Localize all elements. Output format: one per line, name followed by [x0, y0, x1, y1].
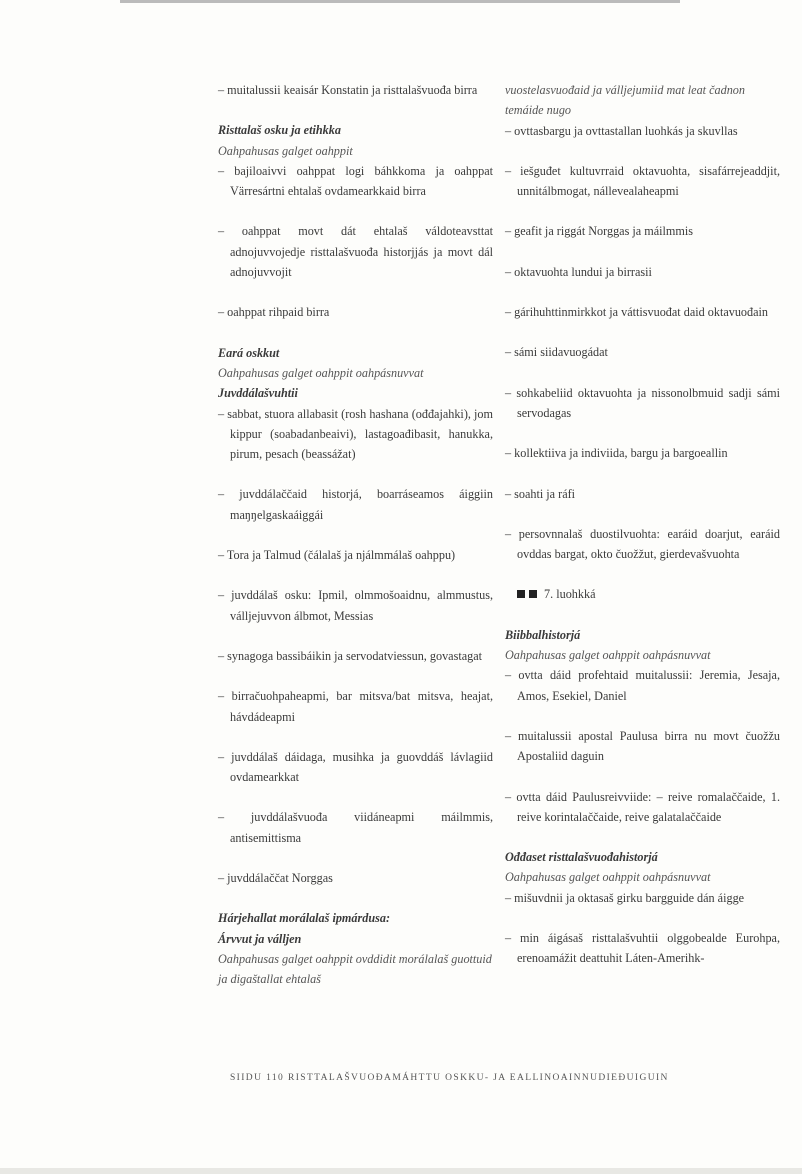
- list-item: – juvddálaččaid historjá, boarráseamos áiggiin maŋŋelgaskaáiggái: [218, 484, 493, 525]
- chapter-heading: [517, 584, 780, 604]
- list-item: – juvddálašvuođa viidáneapmi máilmmis, antisemittisma: [218, 807, 493, 848]
- list-item: – oahppat movt dát ehtalaš váldoteavsttat adnojuvvojedje risttalašvuođa historjjás ja movt dál adnojuvvojit: [218, 221, 493, 282]
- section-subheading: Oahpahusas galget oahppit oahpásnuvvat: [505, 648, 711, 663]
- page-footer: SIIDU 110 RISTTALAŠVUOĐAMÁHTTU OSKKU- JA EALLINOAINNUDIEĐUIGUIN: [230, 1073, 669, 1083]
- square-bullet-icon: [517, 590, 525, 598]
- list-item: – gárihuhttinmirkkot ja váttisvuođat daid oktavuođain: [505, 302, 780, 322]
- section-subheading: Oahpahusas galget oahppit: [218, 143, 353, 158]
- section-heading: Árvvut ja válljen: [218, 931, 302, 946]
- list-item: – juvddálaččat Norggas: [218, 868, 493, 888]
- top-edge: [120, 0, 680, 3]
- list-item: – muitalussii apostal Paulusa birra nu movt čuožžu Apostaliid daguin: [505, 726, 780, 767]
- list-item: – Tora ja Talmud (čálalaš ja njálmmálaš oahppu): [218, 545, 493, 565]
- list-item: – sohkabeliid oktavuohta ja nissonolbmuid sadji sámi servodagas: [505, 383, 780, 424]
- list-item: – ovtta dáid profehtaid muitalussii: Jeremia, Jesaja, Amos, Esekiel, Daniel: [505, 665, 780, 706]
- list-item: – iešguđet kultuvrraid oktavuohta, sisafárrejeaddjit, unnitálbmogat, nállevealaheapmi: [505, 161, 780, 202]
- section-heading: Risttalaš osku ja etihkka: [218, 123, 341, 138]
- list-item: – ovtta dáid Paulusreivviide: – reive romalaččaide, 1. reive korintalaččaide, reive galatalaččaide: [505, 787, 780, 828]
- square-bullet-icon: [529, 590, 537, 598]
- list-item: – min áigásaš risttalašvuhtii olggobealde Eurohpa, erenoamážit deattuhit Láten-Amerihk-: [505, 928, 780, 969]
- section-heading: Juvddálašvuhtii: [218, 386, 298, 401]
- section-subheading: Oahpahusas galget oahppit oahpásnuvvat: [505, 870, 711, 885]
- list-item: – oktavuohta lundui ja birrasii: [505, 262, 780, 282]
- list-item: – synagoga bassibáikin ja servodatviessun, govastagat: [218, 646, 493, 666]
- section-subheading: Oahpahusas galget oahppit ovddidit morálalaš guottuid ja digaštallat ehtalaš: [218, 951, 492, 987]
- list-item: – birračuohpaheapmi, bar mitsva/bat mitsva, heajat, hávdádeapmi: [218, 686, 493, 727]
- list-item: – oahppat rihpaid birra: [218, 302, 493, 322]
- list-item: – bajiloaivvi oahppat logi báhkkoma ja oahppat Värresártni ehtalaš ovdamearkkaid birra: [218, 161, 493, 202]
- list-item: – soahti ja ráfi: [505, 484, 780, 504]
- section-heading: Hárjehallat morálalaš ipmárdusa:: [218, 911, 391, 926]
- list-item: – sámi siidavuogádat: [505, 342, 780, 362]
- list-item: – juvddálaš osku: Ipmil, olmmošoaidnu, almmustus, válljejuvvon álbmot, Messias: [218, 585, 493, 626]
- list-item: – muitalussii keaisár Konstatin ja risttalašvuođa birra: [218, 80, 493, 100]
- continued-text: vuostelasvuođaid ja válljejumiid mat leat čadnon temáide nugo: [505, 83, 745, 118]
- list-item: – persovnnalaš duostilvuohta: earáid doarjut, earáid ovddas bargat, okto čuožžut, gierdevašvuohta: [505, 524, 780, 565]
- chapter-label: 7. luohkká: [544, 587, 596, 602]
- bottom-edge: [0, 1168, 802, 1174]
- right-column: [505, 80, 780, 989]
- list-item: – geafit ja riggát Norggas ja máilmmis: [505, 221, 780, 241]
- list-item: – ovttasbargu ja ovttastallan luohkás ja skuvllas: [505, 121, 780, 141]
- list-item: – sabbat, stuora allabasit (rosh hashana (ođđajahki), jom kippur (soabadanbeaivi), lastagoađibasit, hanukka, pirum, pesach (beassážat): [218, 404, 493, 465]
- left-column: [218, 80, 493, 990]
- section-heading: Biibbalhistorjá: [505, 627, 581, 642]
- list-item: – mišuvdnii ja oktasaš girku bargguide dán áigge: [505, 888, 780, 908]
- list-item: – juvddálaš dáidaga, musihka ja guovddáš lávlagiid ovdamearkkat: [218, 747, 493, 788]
- section-subheading: Oahpahusas galget oahppit oahpásnuvvat: [218, 365, 424, 380]
- list-item: – kollektiiva ja indiviida, bargu ja bargoeallin: [505, 443, 780, 463]
- section-heading: Ođđaset risttalašvuođahistorjá: [505, 850, 658, 865]
- section-heading: Eará oskkut: [218, 345, 280, 360]
